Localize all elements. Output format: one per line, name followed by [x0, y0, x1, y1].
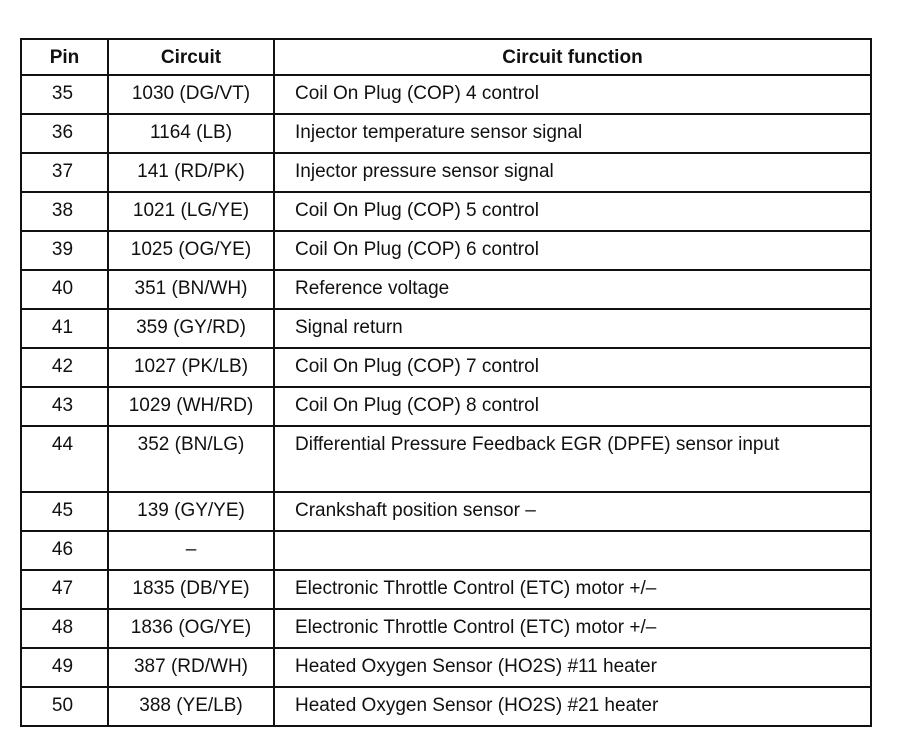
function-cell: Injector pressure sensor signal — [274, 153, 871, 192]
circuit-cell: 1021 (LG/YE) — [108, 192, 274, 231]
table-row — [21, 648, 871, 687]
header-circuit-function: Circuit function — [274, 39, 871, 75]
table-row — [21, 387, 871, 426]
pin-circuit-table — [20, 38, 872, 727]
pin-cell: 47 — [21, 570, 108, 609]
circuit-cell: 1836 (OG/YE) — [108, 609, 274, 648]
circuit-cell: 139 (GY/YE) — [108, 492, 274, 531]
function-cell: Coil On Plug (COP) 7 control — [274, 348, 871, 387]
pin-cell: 37 — [21, 153, 108, 192]
pin-cell: 45 — [21, 492, 108, 531]
table-row — [21, 492, 871, 531]
header-pin: Pin — [21, 39, 108, 75]
circuit-cell: 1027 (PK/LB) — [108, 348, 274, 387]
pin-cell: 41 — [21, 309, 108, 348]
circuit-cell: – — [108, 531, 274, 570]
circuit-cell: 1029 (WH/RD) — [108, 387, 274, 426]
function-cell: Coil On Plug (COP) 8 control — [274, 387, 871, 426]
pin-cell: 43 — [21, 387, 108, 426]
pin-cell: 36 — [21, 114, 108, 153]
table-row — [21, 231, 871, 270]
circuit-cell: 387 (RD/WH) — [108, 648, 274, 687]
table-row — [21, 153, 871, 192]
function-cell: Crankshaft position sensor – — [274, 492, 871, 531]
function-cell: Heated Oxygen Sensor (HO2S) #11 heater — [274, 648, 871, 687]
circuit-cell: 388 (YE/LB) — [108, 687, 274, 726]
circuit-cell: 1835 (DB/YE) — [108, 570, 274, 609]
function-cell — [274, 531, 871, 570]
table-row — [21, 309, 871, 348]
function-cell: Injector temperature sensor signal — [274, 114, 871, 153]
circuit-cell: 141 (RD/PK) — [108, 153, 274, 192]
table-row — [21, 426, 871, 492]
table-row — [21, 270, 871, 309]
function-cell: Coil On Plug (COP) 6 control — [274, 231, 871, 270]
pin-cell: 49 — [21, 648, 108, 687]
function-cell: Heated Oxygen Sensor (HO2S) #21 heater — [274, 687, 871, 726]
circuit-cell: 1164 (LB) — [108, 114, 274, 153]
function-cell: Reference voltage — [274, 270, 871, 309]
table-row — [21, 348, 871, 387]
pin-cell: 50 — [21, 687, 108, 726]
pin-cell: 42 — [21, 348, 108, 387]
function-cell: Electronic Throttle Control (ETC) motor +/– — [274, 609, 871, 648]
pin-cell: 48 — [21, 609, 108, 648]
circuit-cell: 1025 (OG/YE) — [108, 231, 274, 270]
table-row — [21, 609, 871, 648]
table-row — [21, 531, 871, 570]
pin-cell: 35 — [21, 75, 108, 114]
table-row — [21, 687, 871, 726]
circuit-cell: 1030 (DG/VT) — [108, 75, 274, 114]
table-row — [21, 114, 871, 153]
table-row — [21, 192, 871, 231]
circuit-cell: 359 (GY/RD) — [108, 309, 274, 348]
pin-cell: 38 — [21, 192, 108, 231]
function-cell: Coil On Plug (COP) 5 control — [274, 192, 871, 231]
function-cell: Electronic Throttle Control (ETC) motor +/– — [274, 570, 871, 609]
function-cell: Signal return — [274, 309, 871, 348]
pin-cell: 40 — [21, 270, 108, 309]
function-cell: Coil On Plug (COP) 4 control — [274, 75, 871, 114]
pin-cell: 46 — [21, 531, 108, 570]
table-header-row — [21, 39, 871, 75]
pin-cell: 44 — [21, 426, 108, 492]
circuit-cell: 352 (BN/LG) — [108, 426, 274, 492]
pin-cell: 39 — [21, 231, 108, 270]
function-cell: Differential Pressure Feedback EGR (DPFE) sensor input — [274, 426, 871, 492]
table-row — [21, 75, 871, 114]
table-row — [21, 570, 871, 609]
circuit-cell: 351 (BN/WH) — [108, 270, 274, 309]
header-circuit: Circuit — [108, 39, 274, 75]
